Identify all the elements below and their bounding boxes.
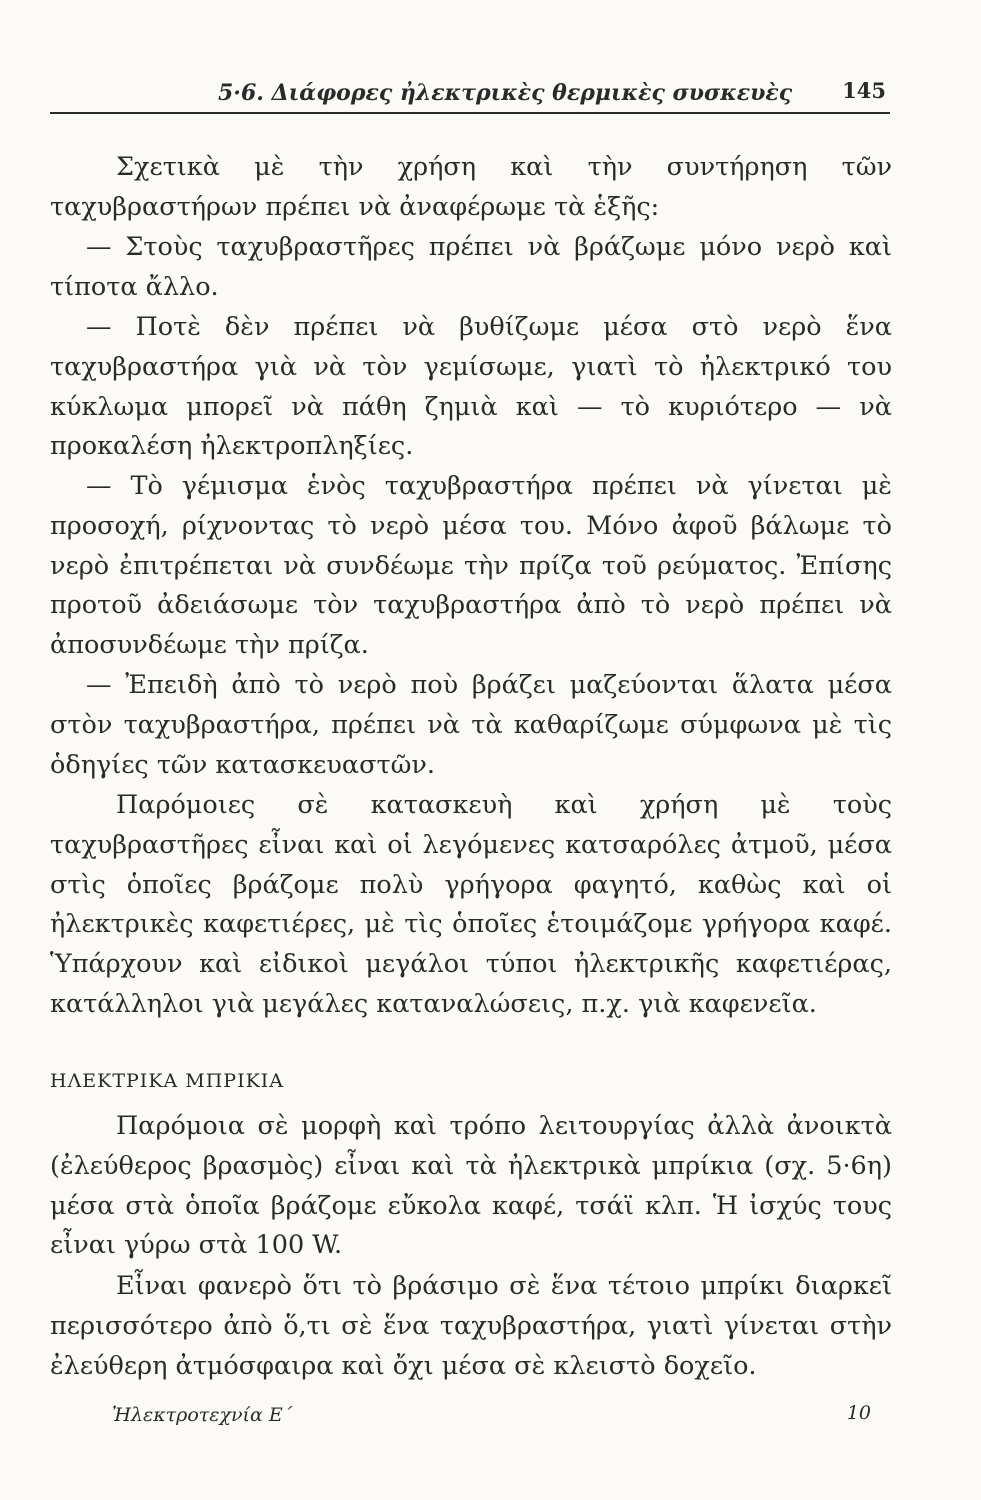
paragraph-intro: Σχετικὰ μὲ τὴν χρήση καὶ τὴν συντήρηση τῶν ταχυβραστήρων πρέπει νὰ ἀναφέρωμε τὰ ἑξῆς: (50, 152, 892, 222)
footer-book-title: Ἠλεκτροτεχνία Ε΄ (112, 1404, 293, 1426)
section-heading: ΗΛΕΚΤΡΙΚΑ ΜΠΡΙΚΙΑ (50, 1070, 285, 1092)
paragraph-boiling: Εἶναι φανερὸ ὅτι τὸ βράσιμο σὲ ἕνα τέτοιο μπρίκι διαρκεῖ περισσότερο ἀπὸ ὅ,τι σὲ ἕνα ταχυβραστήρα, γιατὶ γίνεται στὴν ἐλεύθερη ἀτμόσφαιρα καὶ ὄχι μέσα σὲ κλειστὸ δοχεῖο. (50, 1271, 892, 1381)
paragraph-rule-2: — Ποτὲ δὲν πρέπει νὰ βυθίζωμε μέσα στὸ νερὸ ἕνα ταχυβραστήρα γιὰ νὰ τὸν γεμίσωμε, γιατὶ τὸ ἠλεκτρικό του κύκλωμα μπορεῖ νὰ πάθη ζημιὰ καὶ — τὸ κυριότερο — νὰ προκαλέση ἠλεκτροπληξίες. (50, 312, 892, 462)
paragraph-rule-1: — Στοὺς ταχυβραστῆρες πρέπει νὰ βράζωμε μόνο νερὸ καὶ τίποτα ἄλλο. (50, 232, 892, 302)
page-number: 145 (842, 78, 886, 103)
footer-signature: 10 (846, 1402, 871, 1424)
paragraph-rule-3: — Τὸ γέμισμα ἑνὸς ταχυβραστήρα πρέπει νὰ γίνεται μὲ προσοχή, ρίχνοντας τὸ νερὸ μέσα του. Μόνο ἀφοῦ βάλωμε τὸ νερὸ ἐπιτρέπεται νὰ συνδέωμε τὴν πρίζα τοῦ ρεύματος. Ἐπίσης προτοῦ ἀδειάσωμε τὸν ταχυβραστήρα ἀπὸ τὸ νερὸ πρέπει νὰ ἀποσυνδέωμε τὴν πρίζα. (50, 471, 892, 661)
running-header (50, 72, 890, 114)
chapter-title: 5·6. Διάφορες ἠλεκτρικὲς θερμικὲς συσκευὲς (218, 80, 793, 106)
paragraph-rule-4: — Ἐπειδὴ ἀπὸ τὸ νερὸ ποὺ βράζει μαζεύονται ἅλατα μέσα στὸν ταχυβραστήρα, πρέπει νὰ τὰ καθαρίζωμε σύμφωνα μὲ τὶς ὁδηγίες τῶν κατασκευαστῶν. (50, 670, 892, 780)
paragraph-similar-devices: Παρόμοιες σὲ κατασκευὴ καὶ χρήση μὲ τοὺς ταχυβραστῆρες εἶναι καὶ οἱ λεγόμενες κατσαρόλες ἀτμοῦ, μέσα στὶς ὁποῖες βράζομε πολὺ γρήγορα φαγητό, καθὼς καὶ οἱ ἠλεκτρικὲς καφετιέρες, μὲ τὶς ὁποῖες ἑτοιμάζομε γρήγορα καφέ. Ὑπάρχουν καὶ εἰδικοὶ μεγάλοι τύποι ἠλεκτρικῆς καφετιέρας, κατάλληλοι γιὰ μεγάλες καταναλώσεις, π.χ. γιὰ καφενεῖα. (50, 790, 892, 1019)
paragraph-briki: Παρόμοια σὲ μορφὴ καὶ τρόπο λειτουργίας ἀλλὰ ἀνοικτὰ (ἐλεύθερος βρασμὸς) εἶναι καὶ τὰ ἠλεκτρικὰ μπρίκια (σχ. 5·6η) μέσα στὰ ὁποῖα βράζομε εὔκολα καφέ, τσάϊ κλπ. Ἡ ἰσχύς τους εἶναι γύρω στὰ 100 W. (50, 1111, 892, 1261)
